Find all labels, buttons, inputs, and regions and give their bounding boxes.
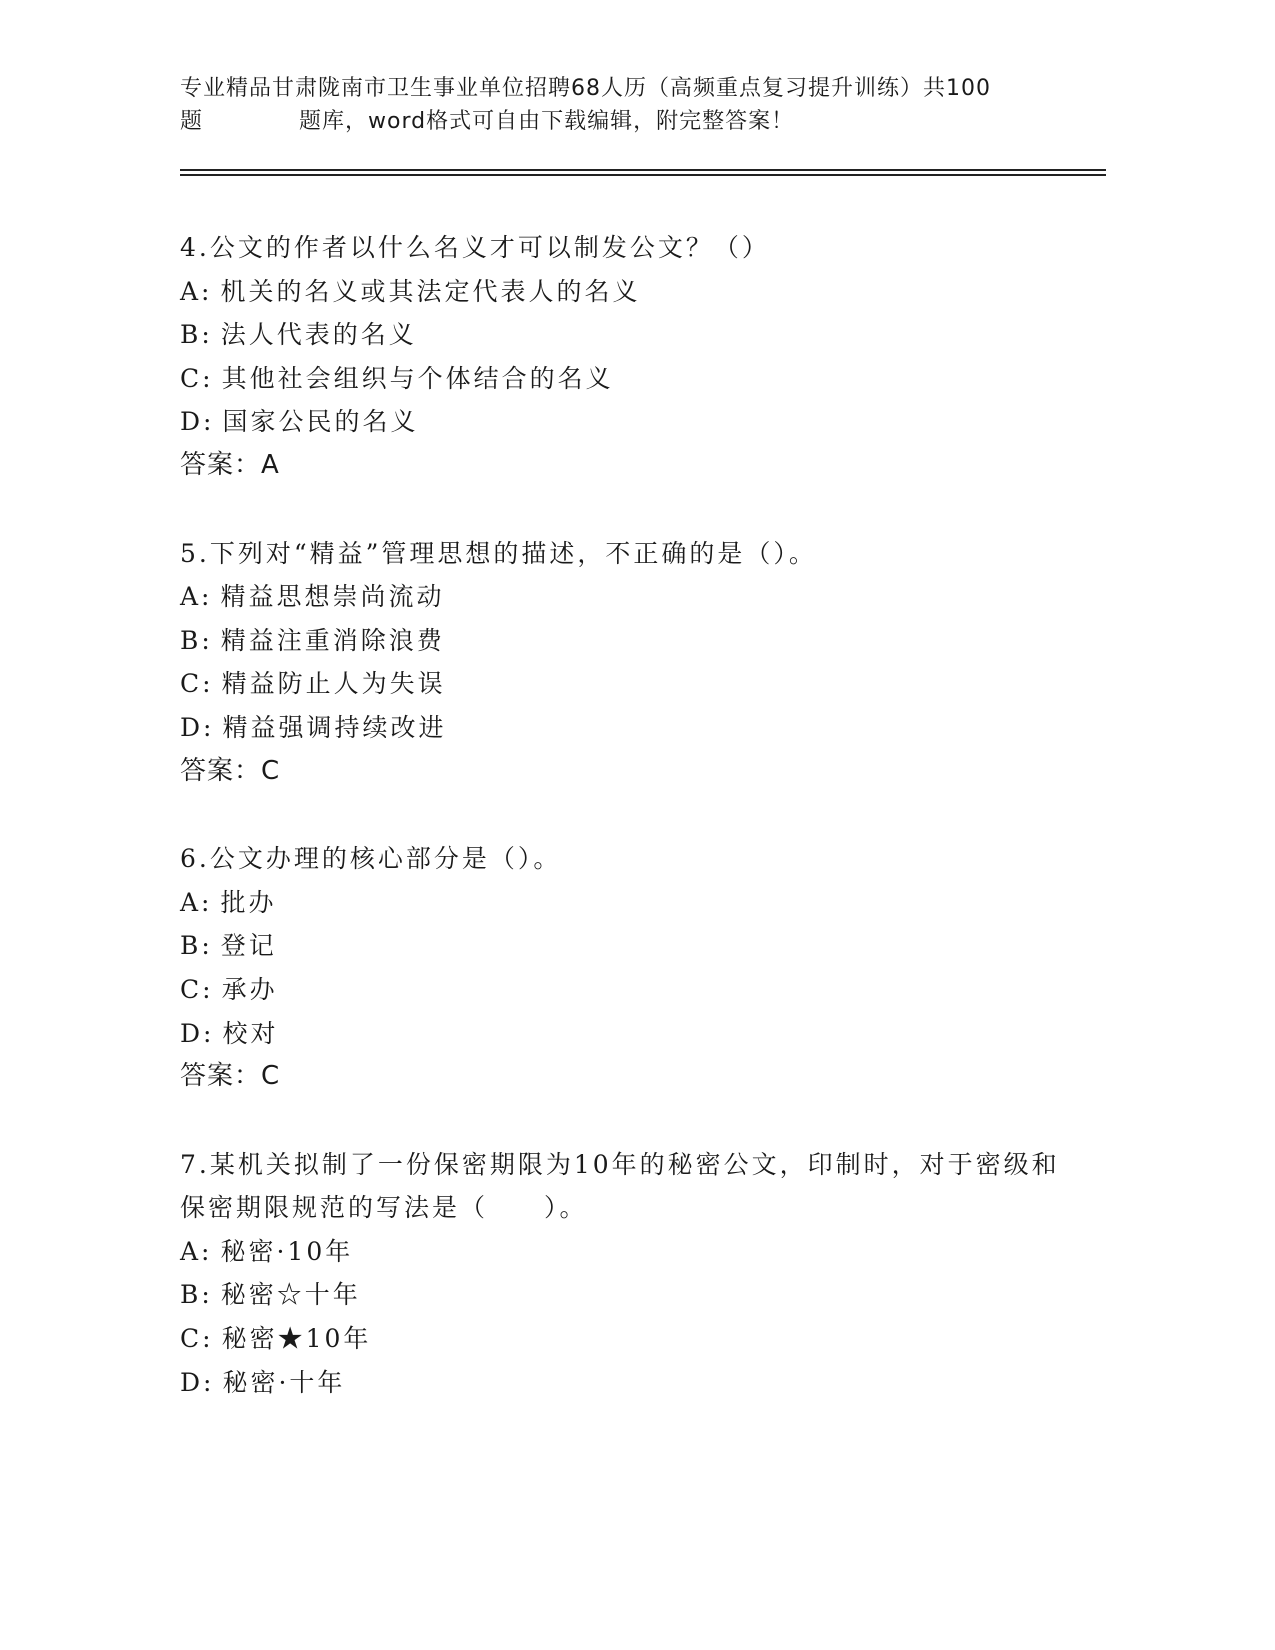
header-title-line2: [180, 105, 1080, 138]
question-text: 6.公文办理的核心部分是（）。: [180, 844, 562, 874]
option-letter: D:: [180, 407, 215, 437]
question-text: 5.下列对“精益”管理思想的描述，不正确的是（）。: [180, 538, 817, 568]
option-letter: A:: [180, 887, 213, 917]
option-b: [180, 1273, 1080, 1317]
question-text: 7.某机关拟制了一份保密期限为10年的秘密公文，印制时，对于密级和保密期限规范的写法是（ ）。: [180, 1149, 1060, 1223]
option-text: 其他社会组织与个体结合的名义: [221, 363, 614, 393]
option-c: [180, 662, 1080, 706]
option-b: [180, 313, 1080, 357]
option-letter: B:: [180, 320, 213, 350]
header-divider-bottom: [180, 174, 1106, 176]
question-4: [180, 226, 1080, 488]
option-text: 精益思想崇尚流动: [220, 582, 445, 612]
question-list: [180, 226, 1080, 1448]
option-d: [180, 400, 1080, 444]
option-letter: C:: [180, 669, 214, 699]
header-title-line2-right: 题库，word格式可自由下载编辑，附完整答案！: [299, 109, 795, 134]
option-text: 精益强调持续改进: [222, 712, 447, 742]
option-letter: C:: [180, 1324, 214, 1354]
answer: 答案：C: [180, 1061, 281, 1092]
option-b: [180, 924, 1080, 968]
option-text: 精益防止人为失误: [221, 669, 446, 699]
option-letter: B:: [180, 625, 213, 655]
option-letter: A:: [180, 1236, 213, 1266]
option-text: 秘密☆十年: [220, 1280, 361, 1310]
answer: 答案：C: [180, 755, 281, 786]
option-a: [180, 881, 1080, 925]
header-title-line1: 专业精品甘肃陇南市卫生事业单位招聘68人历（高频重点复习提升训练）共100: [180, 76, 991, 101]
option-letter: B:: [180, 1280, 213, 1310]
question-5: [180, 532, 1080, 794]
option-letter: D:: [180, 1018, 215, 1048]
option-d: [180, 706, 1080, 750]
option-a: [180, 575, 1080, 619]
option-text: 国家公民的名义: [222, 407, 419, 437]
option-letter: D:: [180, 1367, 215, 1397]
question-text: 4.公文的作者以什么名义才可以制发公文？（）: [180, 233, 770, 262]
option-text: 秘密·十年: [222, 1367, 346, 1397]
option-letter: D:: [180, 712, 215, 742]
document-header: [180, 72, 1080, 138]
option-letter: C:: [180, 974, 214, 1004]
question-6: [180, 837, 1080, 1099]
header-title-line2-left: 题: [180, 109, 204, 134]
question-7: [180, 1143, 1080, 1405]
option-letter: A:: [180, 276, 213, 306]
option-c: [180, 1317, 1080, 1361]
option-letter: C:: [180, 363, 214, 393]
option-text: 秘密★10年: [221, 1324, 372, 1354]
option-text: 批办: [220, 887, 277, 917]
option-d: [180, 1012, 1080, 1056]
answer: 答案：A: [180, 449, 280, 480]
header-divider-top: [180, 169, 1106, 171]
option-a: [180, 1230, 1080, 1274]
option-text: 法人代表的名义: [220, 320, 417, 350]
option-text: 机关的名义或其法定代表人的名义: [220, 276, 641, 306]
option-text: 登记: [220, 931, 277, 961]
option-letter: B:: [180, 931, 213, 961]
option-d: [180, 1361, 1080, 1405]
option-c: [180, 968, 1080, 1012]
option-text: 校对: [222, 1018, 279, 1048]
option-text: 秘密·10年: [220, 1236, 354, 1266]
option-a: [180, 270, 1080, 314]
option-text: 承办: [221, 974, 278, 1004]
option-b: [180, 619, 1080, 663]
option-text: 精益注重消除浪费: [220, 625, 445, 655]
option-c: [180, 357, 1080, 401]
option-letter: A:: [180, 582, 213, 612]
